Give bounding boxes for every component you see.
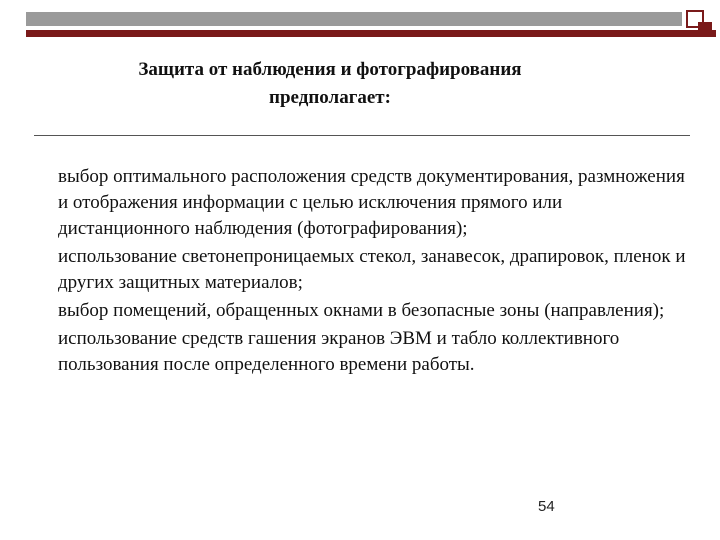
slide-title-line-1: Защита от наблюдения и фотографирования xyxy=(138,59,522,80)
list-item: использование средств гашения экранов ЭВМ и табло коллективного пользования после определенного времени работы. xyxy=(58,328,620,375)
corner-square-filled xyxy=(698,22,712,36)
list-item: выбор помещений, обращенных окнами в безопасные зоны (направления); xyxy=(58,300,665,321)
slide-title-line-2: предполагает: xyxy=(269,87,391,108)
header-bar xyxy=(26,12,682,26)
list-item: выбор оптимального расположения средств документирования, размножения и отображения информации с целью исключения прямого или дистанционного наблюдения (фотографирования); xyxy=(58,166,685,239)
slide-title xyxy=(40,56,620,112)
page-number: 54 xyxy=(538,498,555,515)
list-item: использование светонепроницаемых стекол, занавесок, драпировок, пленок и других защитных материалов; xyxy=(58,246,686,293)
header-accent-line xyxy=(26,30,716,37)
content-list xyxy=(58,164,698,380)
title-divider xyxy=(34,135,690,136)
